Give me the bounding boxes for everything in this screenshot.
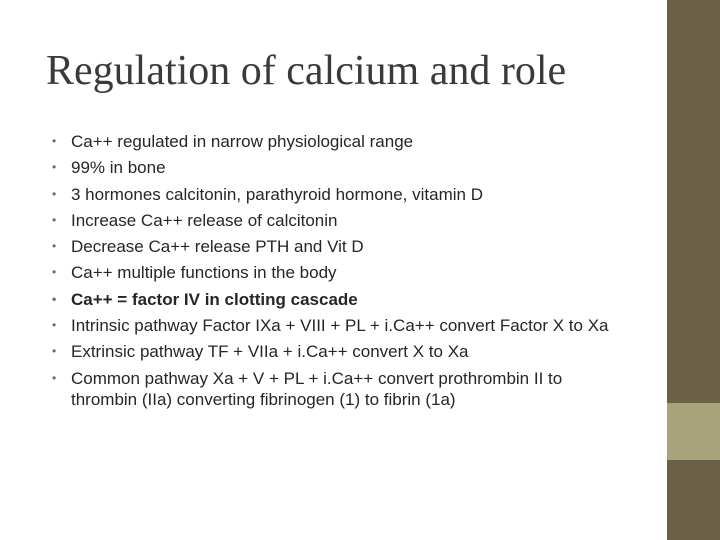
bullet-text: 3 hormones calcitonin, parathyroid hormone, vitamin D [71, 184, 483, 204]
bullet-text: Ca++ regulated in narrow physiological range [71, 132, 414, 151]
bullet-item [52, 157, 622, 178]
bullet-text: 99% in bone [71, 158, 166, 178]
bullet-item [52, 368, 622, 410]
bullet-text: Decrease Ca++ release PTH and Vit D [71, 237, 364, 257]
sidebar-band-top [667, 0, 720, 403]
bullet-icon: • [52, 186, 57, 201]
bullet-icon: • [52, 212, 57, 227]
bullet-item [52, 131, 622, 152]
bullet-text: Intrinsic pathway Factor IXa + VIII + PL + i.Ca++ convert Factor X to Xa [71, 316, 609, 336]
slide-title: Regulation of calcium and role [46, 48, 567, 94]
bullet-icon: • [52, 265, 57, 280]
bullet-icon: • [52, 370, 57, 385]
sidebar-band-bottom [667, 460, 720, 540]
bullet-item-emphasized [52, 289, 622, 310]
bullet-icon: • [52, 291, 57, 306]
bullet-icon: • [52, 344, 57, 359]
bullet-icon: • [52, 318, 57, 333]
bullet-item [52, 262, 622, 283]
bullet-item [52, 341, 622, 362]
bullet-item [52, 315, 622, 336]
bullet-icon: • [52, 239, 57, 254]
sidebar-accent-block [667, 403, 720, 460]
bullet-list [52, 131, 622, 415]
bullet-text: Ca++ = factor IV in clotting cascade [71, 289, 358, 309]
bullet-text: Common pathway Xa + V + PL + i.Ca++ convert prothrombin II to thrombin (IIa) converting fibrinogen (1) to fibrin (1a) [71, 368, 563, 409]
bullet-item [52, 210, 622, 231]
bullet-item [52, 184, 622, 205]
bullet-text: Increase Ca++ release of calcitonin [71, 210, 338, 230]
bullet-text: Ca++ multiple functions in the body [71, 263, 337, 283]
bullet-text: Extrinsic pathway TF + VIIa + i.Ca++ convert X to Xa [71, 342, 469, 362]
bullet-icon: • [52, 160, 57, 175]
bullet-icon: • [52, 134, 57, 148]
bullet-item [52, 236, 622, 257]
